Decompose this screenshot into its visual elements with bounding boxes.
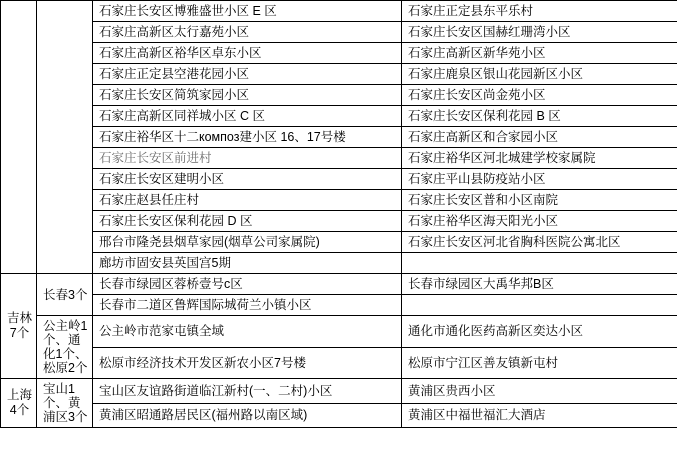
area-cell: 石家庄长安区普和小区南院 [402,190,677,211]
table-row [1,148,677,169]
city-cell [37,274,93,316]
table-row [1,169,677,190]
city-label: 长春3个 [43,287,88,302]
area-cell: 石家庄赵县任庄村 [93,190,402,211]
area-cell: 石家庄长安区博雅盛世小区 E 区 [93,1,402,22]
area-cell: 石家庄长安区保利花园 D 区 [93,211,402,232]
area-cell: 公主岭市范家屯镇全域 [93,316,402,348]
area-cell: 黄浦区贵西小区 [402,379,677,404]
area-cell: 石家庄高新区和合家园小区 [402,127,677,148]
table-row [1,232,677,253]
table-row [1,211,677,232]
area-cell: 石家庄鹿泉区银山花园新区小区 [402,64,677,85]
area-cell: 石家庄长安区国赫红珊湾小区 [402,22,677,43]
area-cell: 石家庄裕华区海天阳光小区 [402,211,677,232]
area-cell: 石家庄长安区简筑家园小区 [93,85,402,106]
area-cell [402,253,677,274]
table-row [1,403,677,428]
area-cell: 石家庄高新区同祥城小区 C 区 [93,106,402,127]
table-row [1,106,677,127]
province-label: 上海 4个 [7,388,33,417]
area-cell: 邢台市隆尧县烟草家园(烟草公司家属院) [93,232,402,253]
city-label: 公主岭1个、通化1个、松原2个 [43,319,88,375]
table-row [1,1,677,22]
area-cell: 松原市经济技术开发区新农小区7号楼 [93,347,402,379]
area-cell: 石家庄正定县空港花园小区 [93,64,402,85]
area-cell: 石家庄高新区新华苑小区 [402,43,677,64]
table-row [1,347,677,379]
area-cell: 长春市二道区鲁辉国际城荷兰小镇小区 [93,295,402,316]
province-label: 吉林 7个 [7,311,33,340]
area-cell [402,295,677,316]
area-cell: 松原市宁江区善友镇新屯村 [402,347,677,379]
table-row [1,127,677,148]
area-cell: 石家庄平山县防疫站小区 [402,169,677,190]
area-cell: 石家庄正定县东平乐村 [402,1,677,22]
area-cell: 石家庄裕华区十二композ建小区 16、17号楼 [93,127,402,148]
area-cell: 石家庄长安区前进村 [93,148,402,169]
city-cell [37,316,93,379]
area-cell: 黄浦区中福世福汇大酒店 [402,403,677,428]
area-cell: 石家庄裕华区河北城建学校家属院 [402,148,677,169]
area-cell: 石家庄长安区建明小区 [93,169,402,190]
table-row [1,379,677,404]
table-row [1,274,677,295]
table-row [1,316,677,348]
table-row [1,190,677,211]
area-cell: 通化市通化医药高新区奕达小区 [402,316,677,348]
province-cell-continued [1,1,37,274]
area-cell: 石家庄高新区裕华区卓东小区 [93,43,402,64]
area-cell: 廊坊市固安县英国宫5期 [93,253,402,274]
table-row [1,22,677,43]
table-row [1,85,677,106]
table-row [1,64,677,85]
area-cell: 石家庄高新区太行嘉苑小区 [93,22,402,43]
province-cell [1,379,37,428]
city-cell [37,379,93,428]
city-cell-continued [37,1,93,274]
area-cell: 石家庄长安区保利花园 B 区 [402,106,677,127]
area-cell: 石家庄长安区河北省胸科医院公寓北区 [402,232,677,253]
area-cell: 长春市绿园区蓉桥壹号c区 [93,274,402,295]
city-label: 宝山1个、黄浦区3个 [43,382,88,424]
table-body [1,1,677,428]
area-cell: 长春市绿园区大禹华邦B区 [402,274,677,295]
table-row [1,43,677,64]
area-cell: 黄浦区昭通路居民区(福州路以南区域) [93,403,402,428]
province-cell [1,274,37,379]
table-row [1,295,677,316]
area-cell: 宝山区友谊路街道临江新村(一、二村)小区 [93,379,402,404]
area-cell: 石家庄长安区尚金苑小区 [402,85,677,106]
table-row [1,253,677,274]
